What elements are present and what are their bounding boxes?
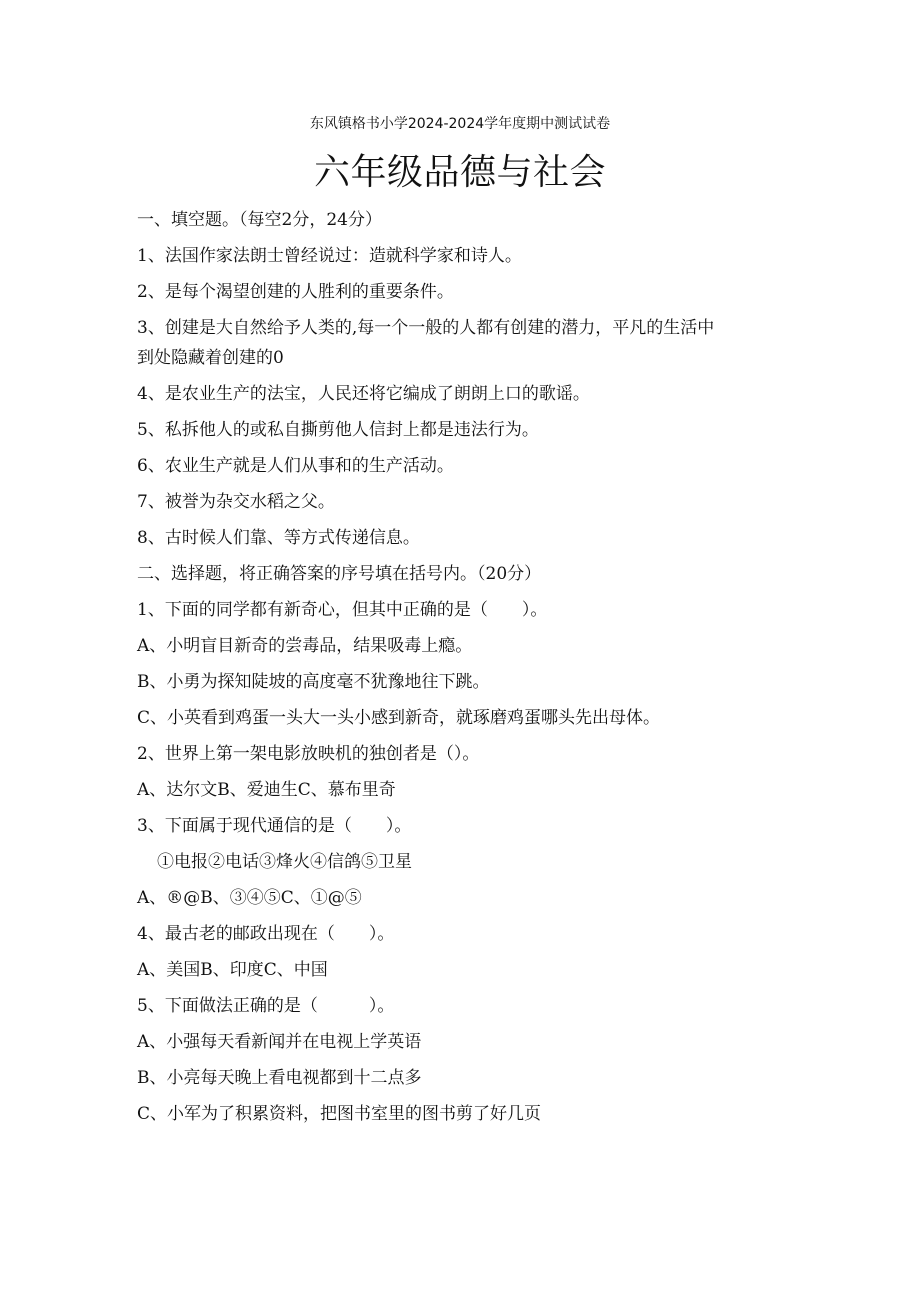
exam-content	[137, 207, 797, 1137]
question-line: 1、下面的同学都有新奇心，但其中正确的是（ ）。	[137, 600, 548, 620]
answer-option: B、小勇为探知陡坡的高度毫不犹豫地往下跳。	[137, 672, 490, 692]
question-line: 3、创建是大自然给予人类的,每一个一般的人都有创建的潜力，平凡的生活中	[137, 318, 715, 338]
question-line-continued: 到处隐藏着创建的0	[137, 348, 284, 368]
question-line: 6、农业生产就是人们从事和的生产活动。	[137, 456, 454, 476]
question-line: 2、世界上第一架电影放映机的独创者是（）。	[137, 744, 480, 764]
question-line: 5、私拆他人的或私自撕剪他人信封上都是违法行为。	[137, 420, 539, 440]
answer-option: A、®@B、③④⑤C、①@⑤	[137, 888, 362, 908]
answer-option: A、美国B、印度C、中国	[137, 960, 328, 980]
answer-option: A、小明盲目新奇的尝毒品，结果吸毒上瘾。	[137, 636, 473, 656]
question-line: 1、法国作家法朗士曾经说过：造就科学家和诗人。	[137, 246, 522, 266]
question-line: 4、最古老的邮政出现在（ ）。	[137, 924, 395, 944]
section-heading-fill-blank: 一、填空题。（每空2分，24分）	[137, 210, 382, 230]
answer-option: B、小亮每天晚上看电视都到十二点多	[137, 1068, 422, 1088]
question-line: 3、下面属于现代通信的是（ ）。	[137, 816, 412, 836]
answer-option: C、小英看到鸡蛋一头大一头小感到新奇，就琢磨鸡蛋哪头先出母体。	[137, 708, 661, 728]
answer-option: C、小军为了积累资料，把图书室里的图书剪了好几页	[137, 1104, 542, 1124]
section-heading-multiple-choice: 二、选择题，将正确答案的序号填在括号内。（20分）	[137, 564, 542, 584]
question-line: 2、是每个渴望创建的人胜利的重要条件。	[137, 282, 454, 302]
question-line: 7、被誉为杂交水稻之父。	[137, 492, 335, 512]
question-line: 4、是农业生产的法宝，人民还将它编成了朗朗上口的歌谣。	[137, 384, 590, 404]
question-line: 5、下面做法正确的是（ ）。	[137, 996, 395, 1016]
school-exam-header: 东风镇格书小学2024-2024学年度期中测试试卷	[309, 116, 611, 132]
question-line: 8、古时候人们靠、等方式传递信息。	[137, 528, 420, 548]
subject-title: 六年级品德与社会	[313, 152, 606, 193]
answer-option: A、小强每天看新闻并在电视上学英语	[137, 1032, 422, 1052]
item-list: ①电报②电话③烽火④信鸽⑤卫星	[157, 852, 412, 872]
answer-option: A、达尔文B、爱迪生C、慕布里奇	[137, 780, 396, 800]
